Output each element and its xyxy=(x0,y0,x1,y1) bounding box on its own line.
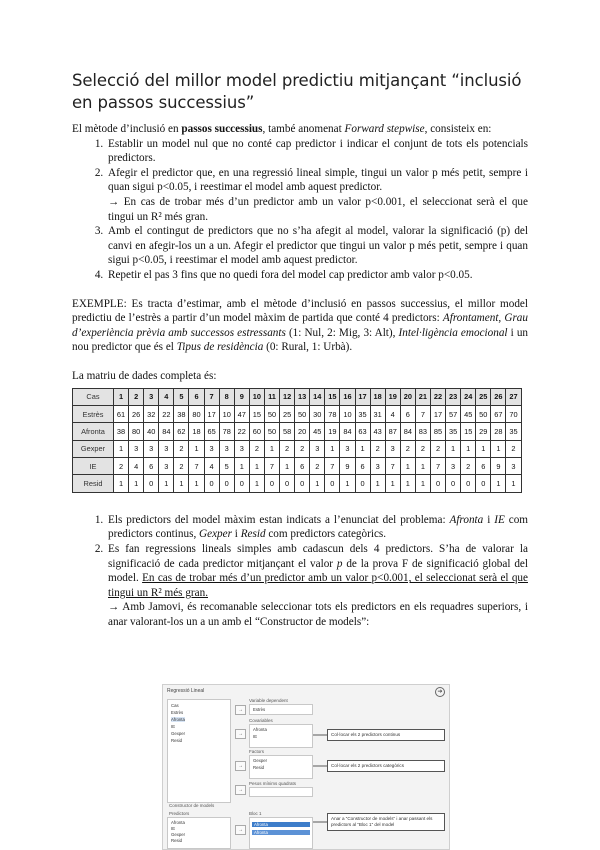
covariates-box[interactable]: Afronta IE xyxy=(249,724,313,748)
row-label: Cas xyxy=(73,388,114,405)
column-header: 20 xyxy=(400,388,415,405)
table-cell: 38 xyxy=(114,423,129,440)
table-cell: 3 xyxy=(204,440,219,457)
column-header: 17 xyxy=(355,388,370,405)
table-cell: 2 xyxy=(295,440,310,457)
column-header: 15 xyxy=(325,388,340,405)
document-page xyxy=(72,70,528,630)
factors-box[interactable]: Gexper Resid xyxy=(249,755,313,779)
table-cell: 1 xyxy=(249,458,264,475)
column-header: 26 xyxy=(491,388,506,405)
table-cell: 45 xyxy=(461,405,476,422)
table-cell: 7 xyxy=(415,405,430,422)
example-paragraph: EXEMPLE: Es tracta d’estimar, amb el mètode d’inclusió en passos successius, el millor model predictiu de l’estrès a partir d’un model màxim de partida que conté 4 predictors: Afrontament, Grau d’experiència prèvia amb successos estressants (1: Nul, 2: Mig, 3: Alt), Intel·ligència emocional i un nou predictor que és el Tipus de residència (0: Rural, 1: Urbà). xyxy=(72,297,529,354)
move-right-icon[interactable]: → xyxy=(235,785,246,795)
dialog-title: Regressió Lineal xyxy=(167,688,205,694)
row-label: Gexper xyxy=(73,440,114,457)
list-item: 2. Afegir el predictor que, en una regressió lineal simple, tingui un valor p més petit, sempre i quan sigui p<0.05, i reestimar el model amb aquest predictor. → En cas de trobar més d’un predictor amb un valor p<0.001, el seleccionat serà el que tingui un R² més gran. xyxy=(106,166,528,224)
table-cell: 15 xyxy=(461,423,476,440)
table-cell: 22 xyxy=(234,423,249,440)
table-cell: 62 xyxy=(174,423,189,440)
column-header: 4 xyxy=(159,388,174,405)
table-cell: 4 xyxy=(129,458,144,475)
table-cell: 3 xyxy=(446,458,461,475)
table-cell: 1 xyxy=(415,458,430,475)
column-header: 12 xyxy=(280,388,295,405)
table-cell: 4 xyxy=(204,458,219,475)
table-cell: 1 xyxy=(310,475,325,492)
column-header: 25 xyxy=(476,388,491,405)
list-item: 1. Els predictors del model màxim estan indicats a l’enunciat del problema: Afronta i IE com predictors continus, Gexper i Resid com predictors categòrics. xyxy=(106,513,528,542)
table-cell: 0 xyxy=(446,475,461,492)
table-cell: 7 xyxy=(189,458,204,475)
table-cell: 10 xyxy=(340,405,355,422)
table-cell: 3 xyxy=(219,440,234,457)
callout-categorical: Col·locar els 2 predictors categòrics xyxy=(327,760,445,772)
table-cell: 20 xyxy=(295,423,310,440)
table-cell: 1 xyxy=(159,475,174,492)
column-header: 16 xyxy=(340,388,355,405)
table-cell: 1 xyxy=(446,440,461,457)
steps-list xyxy=(72,137,528,283)
table-cell: 0 xyxy=(355,475,370,492)
analysis-list xyxy=(72,513,528,630)
table-cell: 29 xyxy=(476,423,491,440)
table-cell: 6 xyxy=(400,405,415,422)
table-cell: 3 xyxy=(129,440,144,457)
table-cell: 31 xyxy=(370,405,385,422)
table-cell: 2 xyxy=(174,458,189,475)
table-cell: 1 xyxy=(174,475,189,492)
table-cell: 0 xyxy=(204,475,219,492)
table-cell: 40 xyxy=(144,423,159,440)
table-cell: 19 xyxy=(325,423,340,440)
table-cell: 84 xyxy=(159,423,174,440)
table-cell: 0 xyxy=(295,475,310,492)
table-cell: 4 xyxy=(385,405,400,422)
column-header: 14 xyxy=(310,388,325,405)
row-label: Estrès xyxy=(73,405,114,422)
list-item: 2. Es fan regressions lineals simples amb cadascun dels 4 predictors. S’ha de valorar la significació de cada predictor mitjançant el valor p de la prova F de significació global del model. En cas de trobar més d’un predictor amb un valor p<0.001, el seleccionat serà el que tingui un R² més gran. → Amb Jamovi, és recomanable seleccionar tots els predictors en els requadres superiors, i anar valorant-los un a un amb el “Constructor de models”: xyxy=(106,542,528,630)
column-header: 1 xyxy=(114,388,129,405)
table-cell: 6 xyxy=(355,458,370,475)
table-cell: 63 xyxy=(355,423,370,440)
table-cell: 2 xyxy=(461,458,476,475)
data-table xyxy=(72,388,522,493)
table-cell: 67 xyxy=(491,405,506,422)
table-cell: 5 xyxy=(219,458,234,475)
table-cell: 22 xyxy=(159,405,174,422)
table-row xyxy=(73,475,522,492)
table-cell: 1 xyxy=(234,458,249,475)
table-cell: 3 xyxy=(370,458,385,475)
table-cell: 0 xyxy=(430,475,445,492)
continue-arrow-icon[interactable]: ➔ xyxy=(435,687,445,697)
table-cell: 7 xyxy=(430,458,445,475)
table-cell: 50 xyxy=(264,423,279,440)
table-cell: 25 xyxy=(280,405,295,422)
column-header: 27 xyxy=(506,388,521,405)
list-item: 1. Establir un model nul que no conté cap predictor i indicar el conjunt de tots els potencials predictors. xyxy=(106,137,528,166)
table-cell: 0 xyxy=(325,475,340,492)
table-cell: 6 xyxy=(144,458,159,475)
variables-list[interactable]: Cas Estrès Afronta IE Gexper Resid xyxy=(167,699,231,803)
table-cell: 2 xyxy=(370,440,385,457)
column-header: 7 xyxy=(204,388,219,405)
column-header: 9 xyxy=(234,388,249,405)
column-header: 19 xyxy=(385,388,400,405)
table-cell: 3 xyxy=(159,458,174,475)
table-cell: 1 xyxy=(264,440,279,457)
table-cell: 17 xyxy=(204,405,219,422)
note-line: → Amb Jamovi, és recomanable seleccionar tots els predictors en els requadres superiors, i anar valorant-los un a un amb el “Constructor de models”: xyxy=(108,601,528,628)
note-line: → En cas de trobar més d’un predictor amb un valor p<0.001, el seleccionat serà el que tingui un R² més gran. xyxy=(108,195,528,223)
table-cell: 2 xyxy=(310,458,325,475)
matrix-label: La matriu de dades completa és: xyxy=(72,369,217,382)
table-cell: 1 xyxy=(280,458,295,475)
table-cell: 1 xyxy=(491,440,506,457)
table-cell: 26 xyxy=(129,405,144,422)
callout-builder: Anar a “Constructor de models” i anar passant els predictors al “Bloc 1” del model xyxy=(327,813,445,831)
table-cell: 58 xyxy=(280,423,295,440)
table-header-row xyxy=(73,388,522,405)
table-cell: 30 xyxy=(310,405,325,422)
table-cell: 0 xyxy=(234,475,249,492)
table-cell: 1 xyxy=(461,440,476,457)
table-cell: 50 xyxy=(476,405,491,422)
table-cell: 3 xyxy=(385,440,400,457)
table-cell: 32 xyxy=(144,405,159,422)
page-title: Selecció del millor model predictiu mitjançant “inclusió en passos successius” xyxy=(72,71,522,112)
table-cell: 78 xyxy=(219,423,234,440)
table-cell: 1 xyxy=(114,475,129,492)
table-row xyxy=(73,423,522,440)
table-cell: 85 xyxy=(430,423,445,440)
table-cell: 1 xyxy=(340,475,355,492)
row-label: Afronta xyxy=(73,423,114,440)
table-cell: 2 xyxy=(430,440,445,457)
move-right-icon[interactable]: → xyxy=(235,729,246,739)
table-cell: 83 xyxy=(415,423,430,440)
table-cell: 1 xyxy=(400,458,415,475)
table-cell: 15 xyxy=(249,405,264,422)
column-header: 6 xyxy=(189,388,204,405)
table-cell: 84 xyxy=(340,423,355,440)
table-cell: 1 xyxy=(400,475,415,492)
column-header: 18 xyxy=(370,388,385,405)
table-row xyxy=(73,440,522,457)
table-cell: 2 xyxy=(415,440,430,457)
table-cell: 10 xyxy=(219,405,234,422)
table-cell: 0 xyxy=(280,475,295,492)
column-header: 11 xyxy=(264,388,279,405)
table-cell: 1 xyxy=(355,440,370,457)
row-label: Resid xyxy=(73,475,114,492)
column-header: 21 xyxy=(415,388,430,405)
table-cell: 7 xyxy=(385,458,400,475)
table-cell: 1 xyxy=(129,475,144,492)
row-label: IE xyxy=(73,458,114,475)
table-cell: 65 xyxy=(204,423,219,440)
table-cell: 3 xyxy=(234,440,249,457)
table-row xyxy=(73,458,522,475)
table-cell: 17 xyxy=(430,405,445,422)
table-cell: 47 xyxy=(234,405,249,422)
table-cell: 1 xyxy=(491,475,506,492)
block-1-box[interactable]: Afronta Afronta xyxy=(249,817,313,849)
table-cell: 3 xyxy=(159,440,174,457)
table-cell: 57 xyxy=(446,405,461,422)
table-cell: 9 xyxy=(340,458,355,475)
column-header: 24 xyxy=(461,388,476,405)
callout-continuous: Col·locar els 2 predictors continus xyxy=(327,729,445,741)
table-cell: 2 xyxy=(249,440,264,457)
table-cell: 43 xyxy=(370,423,385,440)
table-cell: 0 xyxy=(219,475,234,492)
table-cell: 50 xyxy=(264,405,279,422)
table-cell: 3 xyxy=(144,440,159,457)
table-cell: 2 xyxy=(174,440,189,457)
table-cell: 9 xyxy=(491,458,506,475)
dependent-box[interactable]: Estrès xyxy=(249,704,313,715)
table-cell: 78 xyxy=(325,405,340,422)
table-cell: 1 xyxy=(370,475,385,492)
intro-paragraph: El mètode d’inclusió en passos successius, també anomenat Forward stepwise, consisteix en: xyxy=(72,123,492,135)
table-cell: 35 xyxy=(506,423,521,440)
column-header: 10 xyxy=(249,388,264,405)
table-cell: 0 xyxy=(461,475,476,492)
table-cell: 1 xyxy=(189,440,204,457)
table-cell: 38 xyxy=(174,405,189,422)
list-item: 4. Repetir el pas 3 fins que no quedi fora del model cap predictor amb valor p<0.05. xyxy=(106,268,528,283)
table-cell: 87 xyxy=(385,423,400,440)
table-cell: 2 xyxy=(506,440,521,457)
column-header: 3 xyxy=(144,388,159,405)
table-cell: 0 xyxy=(144,475,159,492)
table-cell: 1 xyxy=(325,440,340,457)
table-cell: 45 xyxy=(310,423,325,440)
table-cell: 7 xyxy=(264,458,279,475)
table-cell: 18 xyxy=(189,423,204,440)
table-cell: 1 xyxy=(476,440,491,457)
predictors-list[interactable]: Afronta IE Gexper Resid xyxy=(167,817,231,849)
table-cell: 3 xyxy=(506,458,521,475)
table-cell: 1 xyxy=(506,475,521,492)
column-header: 13 xyxy=(295,388,310,405)
column-header: 5 xyxy=(174,388,189,405)
table-cell: 50 xyxy=(295,405,310,422)
table-cell: 61 xyxy=(114,405,129,422)
table-cell: 2 xyxy=(114,458,129,475)
table-cell: 3 xyxy=(340,440,355,457)
table-cell: 35 xyxy=(446,423,461,440)
move-right-icon[interactable]: → xyxy=(235,705,246,715)
table-cell: 1 xyxy=(189,475,204,492)
table-cell: 1 xyxy=(385,475,400,492)
list-item: 3. Amb el contingut de predictors que no s’ha afegit al model, valorar la significació (p) del canvi en afegir-los un a un. Afegir el predictor que tingui un valor p més petit, sempre i quan sigui p<0.05, i reestimar el model amb aquest predictor. xyxy=(106,224,528,268)
table-cell: 7 xyxy=(325,458,340,475)
table-cell: 2 xyxy=(400,440,415,457)
table-cell: 0 xyxy=(264,475,279,492)
table-cell: 6 xyxy=(295,458,310,475)
table-cell: 6 xyxy=(476,458,491,475)
table-cell: 1 xyxy=(415,475,430,492)
table-row xyxy=(73,405,522,422)
table-cell: 84 xyxy=(400,423,415,440)
builder-header[interactable]: Constructor de models xyxy=(169,803,215,808)
move-right-icon[interactable]: → xyxy=(235,825,246,835)
column-header: 2 xyxy=(129,388,144,405)
table-cell: 28 xyxy=(491,423,506,440)
table-cell: 1 xyxy=(249,475,264,492)
table-cell: 70 xyxy=(506,405,521,422)
column-header: 23 xyxy=(446,388,461,405)
column-header: 8 xyxy=(219,388,234,405)
table-cell: 35 xyxy=(355,405,370,422)
move-right-icon[interactable]: → xyxy=(235,761,246,771)
table-cell: 80 xyxy=(189,405,204,422)
table-cell: 80 xyxy=(129,423,144,440)
jamovi-screenshot: Regressió Lineal ➔ Cas Estrès Afronta IE Gexper Resid → Variable dependent Estrès → Covariables Afronta IE → Factors Gexper Resid → Pesos mínims quadrats Constructor de models Predictors Afronta IE Gexper Resid → Bloc 1 Afronta Afronta Col·locar els 2 predictors continus Col·locar els 2 predictors categòrics Anar a “Constructor de models” i anar passant els predictors al “Bloc 1” del model xyxy=(162,684,450,850)
table-cell: 0 xyxy=(476,475,491,492)
column-header: 22 xyxy=(430,388,445,405)
table-cell: 2 xyxy=(280,440,295,457)
table-cell: 60 xyxy=(249,423,264,440)
table-cell: 1 xyxy=(114,440,129,457)
table-cell: 3 xyxy=(310,440,325,457)
